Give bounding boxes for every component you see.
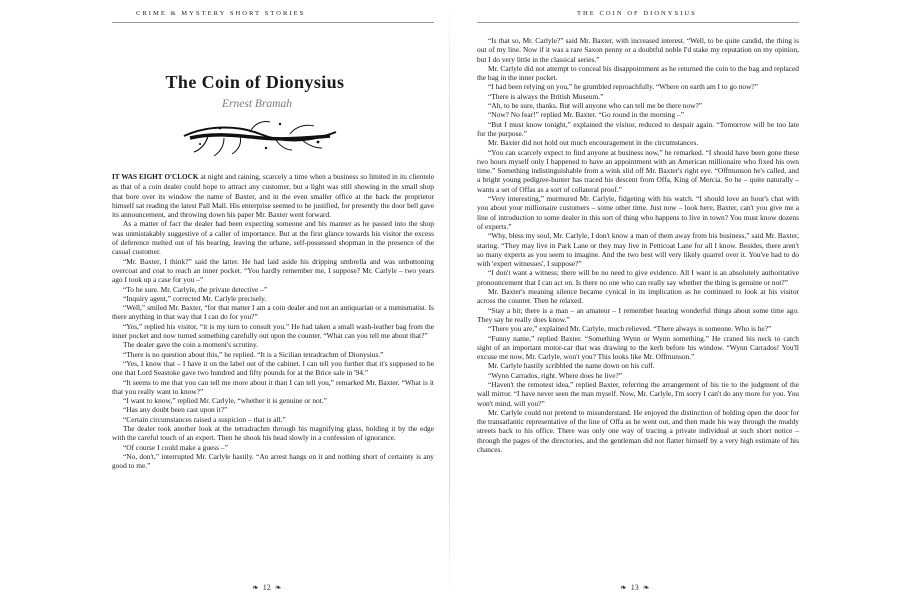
paragraph: “Now? No fear!” replied Mr. Baxter. “Go round in the morning –” xyxy=(488,110,684,120)
paragraph: “I don't want a witness; there will be no need to give evidence. All I want is an absolutely authoritative pronouncement that I can act on. Is there no one who can really say whether the thing is genuine or not?” xyxy=(477,268,799,287)
paragraph: “Is that so, Mr. Carlyle?” said Mr. Baxter, with increased interest. “Well, to be quite candid, the thing is out of my line. Now if it was a rare Saxon penny or a doubtful noble I'd stake my reputation on my opinion, but I do very little in the classical series.” xyxy=(477,36,799,64)
paragraph: “Of course I could make a guess –” xyxy=(123,442,228,452)
folio-ornament-icon: ❧ xyxy=(252,583,259,592)
folio-ornament-icon: ❧ xyxy=(620,583,627,592)
paragraph: “Why, bless my soul, Mr. Carlyle, I don't know a man of them away from his business,” said Mr. Baxter, staring. “They may live in Park Lane or they may live in Petticoat Lane for all I know. Besides, there aren't so many experts as you seem to imagine. And the two best will very likely quarrel over it. You've had to do with 'expert witnesses', I suppose?” xyxy=(477,231,799,269)
header-rule-right xyxy=(477,22,799,23)
paragraph: “There is no question about this,” he replied. “It is a Sicilian tetradrachm of Dionysius.” xyxy=(123,349,384,359)
running-head-right: THE COIN OF DIONYSIUS xyxy=(577,10,697,17)
paragraph: “Mr. Baxter, I think?” said the latter. He had laid aside his dripping umbrella and was unbuttoning overcoat and coat to reach an inner pocket. “You hardly remember me, I suppose? Mr. Carlyle – two years ago I took up a case for you –” xyxy=(112,256,434,285)
paragraph: Mr. Carlyle hastily scribbled the name down on his cuff. xyxy=(488,361,655,371)
paragraph: “Well,” smiled Mr. Baxter, “for that matter I am a coin dealer and not an antiquarian or a numismatist. Is there anything in that way that I can do for you?” xyxy=(112,303,434,322)
paragraph: “Yes,” replied his visitor, “it is my turn to consult you.” He had taken a small wash-leather bag from the inner pocket and now turned something carefully out upon the counter. “What can you tell me about that?” xyxy=(112,321,434,341)
folio-ornament-icon: ❧ xyxy=(642,583,650,592)
story-author xyxy=(0,98,450,110)
page-number-text: 13 xyxy=(630,583,639,592)
page-number-right xyxy=(620,583,649,592)
paragraph: “You can scarcely expect to find anyone at business now,” he remarked. “I should have been gone these two hours myself only I happened to have an appointment with an American millionaire who fixed his own time.” Something indistinguishable from a wink slid off Mr. Baxter's right eye. “Offmunson he's called, and a bright young pedigree-hunter has traced his descent from Offa, King of Mercia. So he – quite naturally – wants a set of Offas as a sort of collateral proof.” xyxy=(477,147,799,194)
paragraph: “It seems to me that you can tell me more about it than I can tell you,” remarked Mr. Baxter. “What is it that you really want to know?” xyxy=(112,377,434,396)
story-author-text: Ernest Bramah xyxy=(222,98,292,110)
paragraph: Mr. Carlyle could not pretend to misunderstand. He enjoyed the distinction of holding open the door for the transatlantic representative of the line of Offa as he went out, and then made his way through the muddy streets back to his office. There was only one way of tracing a private individual at such short notice – through the pages of the directories, and the gentleman did not flatter himself by a very high estimate of his chances. xyxy=(477,407,799,455)
paragraph: “Very interesting,” murmured Mr. Carlyle, fidgeting with his watch. “I should love an hour's chat with you about your millionaire customers – some other time. Just now – look here, Baxter, can't you give me a line of introduction to some dealer in this sort of thing who happens to live in town? You must know dozens of experts.” xyxy=(477,194,799,231)
paragraph: The dealer gave the coin a moment's scrutiny. xyxy=(123,340,259,350)
paragraph: “I want to know,” replied Mr. Carlyle, “whether it is genuine or not.” xyxy=(123,396,327,406)
paragraph: “Yes, I know that – I have it on the label out of the cabinet. I can tell you further that it's supposed to be one that Lord Seastoke gave two hundred and fifty pounds for at the Brice sale in '94.” xyxy=(112,358,434,378)
paragraph: Mr. Baxter did not hold out much encouragement in the circumstances. xyxy=(488,138,699,148)
paragraph xyxy=(112,172,434,219)
story-title-text: The Coin of Dionysius xyxy=(165,72,345,92)
paragraph: “There is always the British Museum.” xyxy=(488,91,604,101)
paragraph: “Haven't the remotest idea,” replied Baxter, referring the arrangement of his tie to the judgment of the wall mirror. “I have never seen the man myself. Now, Mr. Carlyle, I'm sorry I can't do any more for you. You won't mind, will you?” xyxy=(477,379,799,408)
paragraph: “Certain circumstances raised a suspicion – that is all.” xyxy=(123,414,286,424)
paragraph: “To be sure. Mr. Carlyle, the private detective –” xyxy=(123,284,268,294)
paragraph: Mr. Baxter's meaning silence became cynical in its implication as he continued to look at his visitor across the counter. Then he relaxed. xyxy=(477,287,799,306)
story-title xyxy=(0,72,450,93)
page-number-text: 12 xyxy=(262,583,271,592)
paragraph: As a matter of fact the dealer had been expecting someone and his manner as he passed into the shop was unmistakably suggestive of a caller of importance. But at the first glance towards his visitor the excess of deference melted out of his bearing, leaving the urbane, self-possessed shopman in the presence of the casual customer. xyxy=(112,219,434,257)
paragraph: “Stay a bit; there is a man – an amateur – I remember hearing wonderful things about some time ago. They say he really does know.” xyxy=(477,305,799,324)
header-rule-left xyxy=(112,22,434,23)
body-text-right xyxy=(477,36,799,454)
paragraph: “Wynn Carrados, right. Where does he live?” xyxy=(488,370,623,380)
paragraph: “Has any doubt been cast upon it?” xyxy=(123,405,228,415)
body-text-left xyxy=(112,172,434,471)
ink-flourish-ornament xyxy=(180,114,340,158)
paragraph: Mr. Carlyle did not attempt to conceal his disappointment as he returned the coin to the bag and replaced the bag in the inner pocket. xyxy=(477,63,799,83)
paragraph: “I had been relying on you,” he grumbled reproachfully. “Where on earth am I to go now?” xyxy=(488,82,758,92)
paragraph: “Funny name,” replied Baxter. “Something Wynn or Wynn something.” He craned his neck to catch sight of an important motor-car that was drawing to the kerb before his window. “Wynn Carrados! You'll excuse me now, Mr. Carlyle, won't you? This looks like Mr. Offmunson.” xyxy=(477,333,799,362)
running-head-left: CRIME & MYSTERY SHORT STORIES xyxy=(136,10,306,17)
right-page xyxy=(450,0,900,600)
paragraph-text: at night and raining, scarcely a time when a business so limited in its clientele as that of a coin dealer could hope to attract any customer, but a light was still showing in the small shop that bore over its window the name of Baxter, and in the even smaller office at the back the proprietor himself sat reading the latest Pall Mall. His enterprise seemed to be justified, for presently the door bell gave its announcement, and throwing down his paper Mr. Baxter went forward. xyxy=(112,172,434,220)
paragraph: The dealer took another look at the tetradrachm through his magnifying glass, holding it by the edge with the careful touch of an expert. Then he shook his head slowly in a confession of ignorance. xyxy=(112,424,434,443)
paragraph: “Inquiry agent,” corrected Mr. Carlyle precisely. xyxy=(123,293,267,303)
opening-words: IT WAS EIGHT O'CLOCK xyxy=(112,173,199,181)
paragraph: “There you are,” explained Mr. Carlyle, much relieved. “There always is someone. Who is he?” xyxy=(488,324,772,334)
paragraph: “But I must know tonight,” explained the visitor, reduced to despair again. “Tomorrow will be too late for the purpose.” xyxy=(477,119,799,138)
paragraph: “No, don't,” interrupted Mr. Carlyle hastily. “An arrest hangs on it and nothing short of certainty is any good to me.” xyxy=(112,451,434,471)
page-number-left xyxy=(252,583,281,592)
paragraph: “Ah, to be sure, thanks. But will anyone who can tell me be there now?” xyxy=(488,101,703,111)
folio-ornament-icon: ❧ xyxy=(274,583,282,592)
